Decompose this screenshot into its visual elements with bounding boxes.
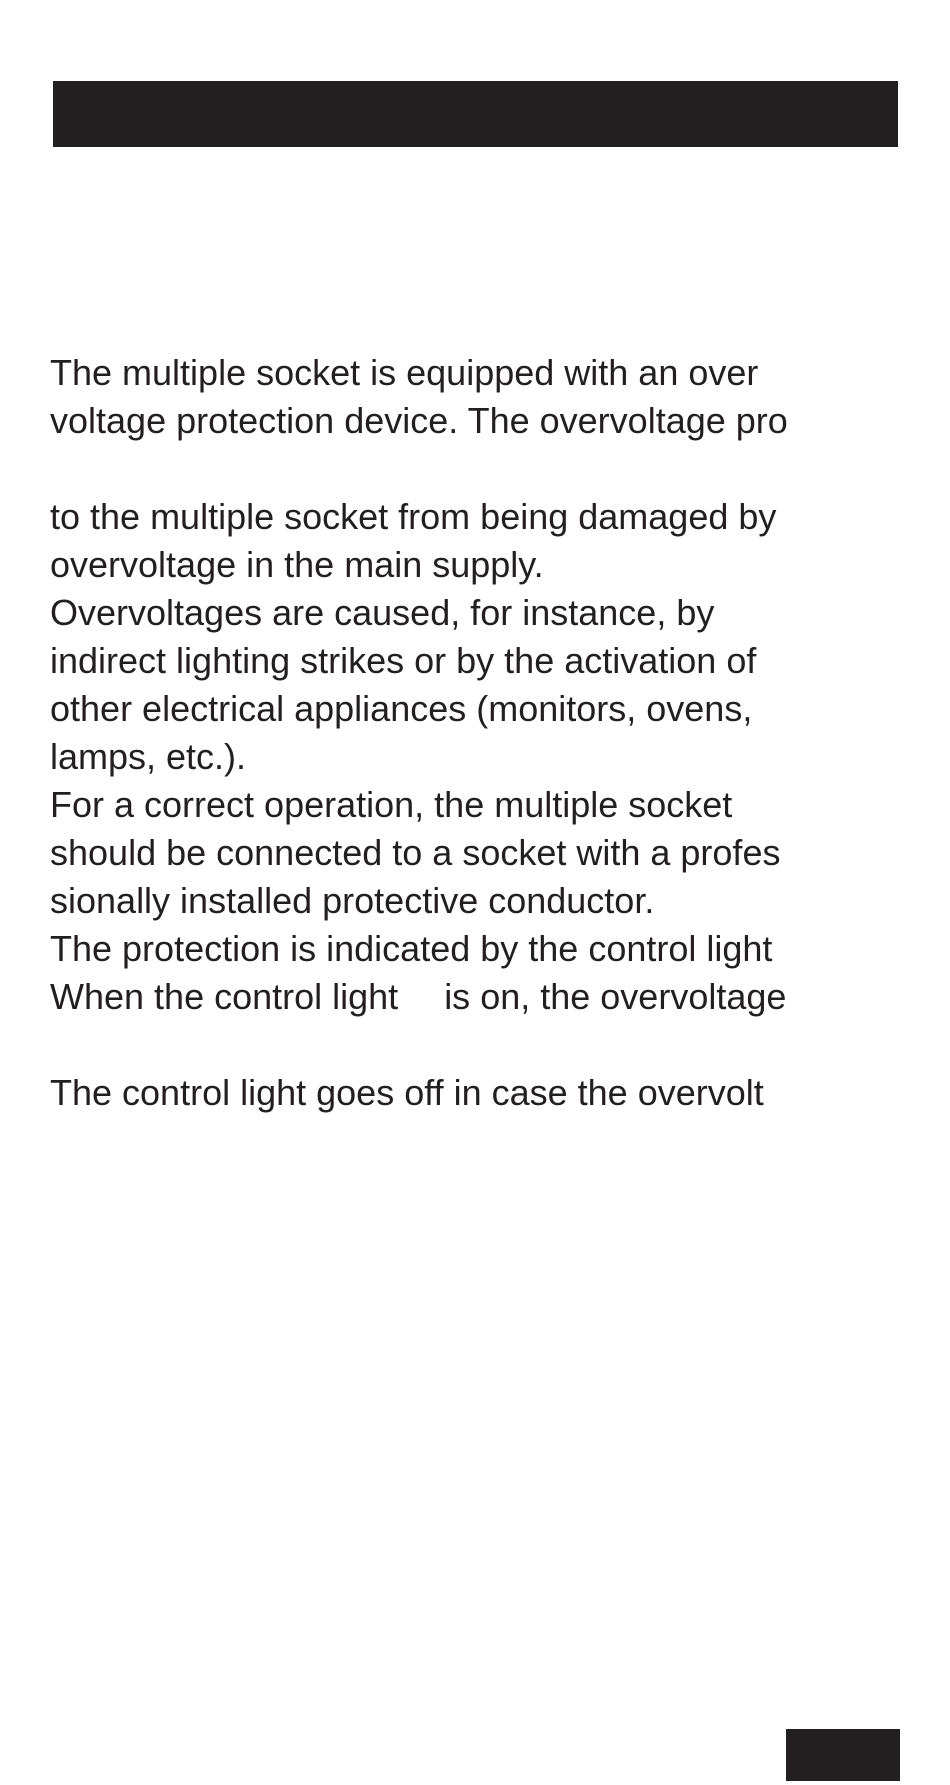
text-line: to the multiple socket from being damaged by (50, 496, 777, 537)
control-light-line (50, 973, 930, 1021)
blank-line (50, 1021, 930, 1069)
text-line: other electrical appliances (monitors, ovens, (50, 688, 753, 729)
body-text (50, 349, 930, 1117)
page-tab (786, 1729, 900, 1781)
text-line: The multiple socket is equipped with an over (50, 352, 759, 393)
text-line-last: The control light goes off in case the overvolt (50, 1072, 764, 1113)
control-light-text-before: When the control light (50, 976, 399, 1017)
text-line: sionally installed protective conductor. (50, 880, 655, 921)
control-light-text-after: is on, the overvoltage (444, 976, 787, 1017)
text-line: overvoltage in the main supply. (50, 544, 544, 585)
header-bar (53, 81, 898, 147)
text-line: The protection is indicated by the control light (50, 928, 773, 969)
text-line: indirect lighting strikes or by the activation of (50, 640, 757, 681)
text-line: Overvoltages are caused, for instance, by (50, 592, 715, 633)
blank-line (50, 445, 930, 493)
text-line: voltage protection device. The overvoltage pro (50, 400, 788, 441)
text-line: should be connected to a socket with a profes (50, 832, 781, 873)
text-line: lamps, etc.). (50, 736, 247, 777)
text-line: For a correct operation, the multiple socket (50, 784, 733, 825)
